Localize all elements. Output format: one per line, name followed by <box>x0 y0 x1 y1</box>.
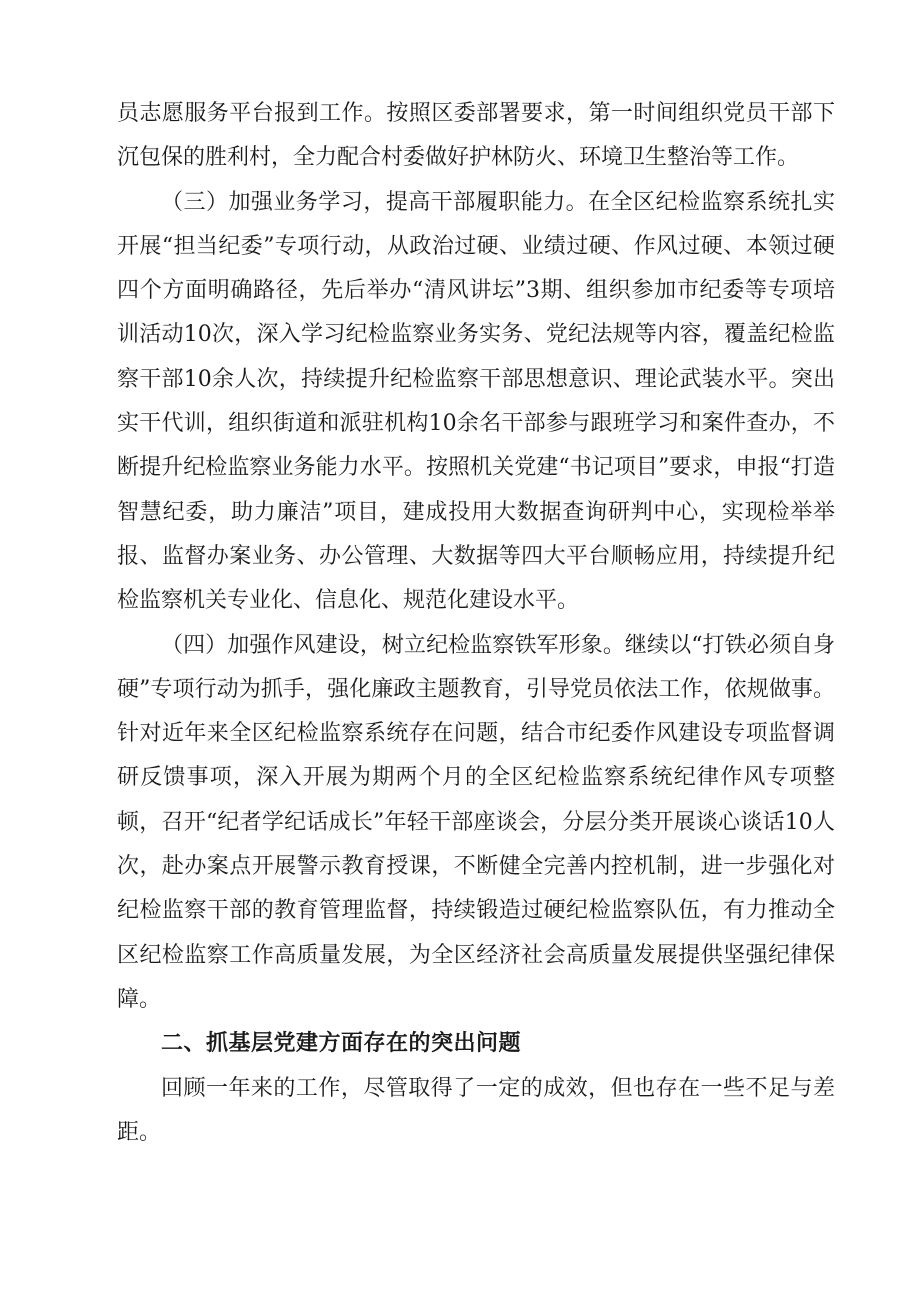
document-page <box>117 92 835 1155</box>
continuation-paragraph: 员志愿服务平台报到工作。按照区委部署要求，第一时间组织党员干部下沉包保的胜利村，全力配合村委做好护林防火、环境卫生整治等工作。 <box>117 101 835 171</box>
section-heading-2: 二、抓基层党建方面存在的突出问题 <box>161 1031 522 1057</box>
section-4-paragraph: （四）加强作风建设，树立纪检监察铁军形象。继续以“打铁必须自身硬”专项行动为抓手，强化廉政主题教育，引导党员依法工作，依规做事。针对近年来全区纪检监察系统存在问题，结合市纪委作风建设专项监督调研反馈事项，深入开展为期两个月的全区纪检监察系统纪律作风专项整顿，召开“纪者学纪话成长”年轻干部座谈会，分层分类开展谈心谈话10人次，赴办案点开展警示教育授课，不断健全完善内控机制，进一步强化对纪检监察干部的教育管理监督，持续锻造过硬纪检监察队伍，有力推动全区纪检监察工作高质量发展，为全区经济社会高质量发展提供坚强纪律保障。 <box>117 632 835 1012</box>
closing-paragraph: 回顾一年来的工作，尽管取得了一定的成效，但也存在一些不足与差距。 <box>117 1075 835 1145</box>
section-3-paragraph: （三）加强业务学习，提高干部履职能力。在全区纪检监察系统扎实开展“担当纪委”专项行动，从政治过硬、业绩过硬、作风过硬、本领过硬四个方面明确路径，先后举办“清风讲坛”3期、组织参加市纪委等专项培训活动10次，深入学习纪检监察业务实务、党纪法规等内容，覆盖纪检监察干部10余人次，持续提升纪检监察干部思想意识、理论武装水平。突出实干代训，组织街道和派驻机构10余名干部参与跟班学习和案件查办，不断提升纪检监察业务能力水平。按照机关党建“书记项目”要求，申报“打造智慧纪委，助力廉洁”项目，建成投用大数据查询研判中心，实现检举举报、监督办案业务、办公管理、大数据等四大平台顺畅应用，持续提升纪检监察机关专业化、信息化、规范化建设水平。 <box>117 189 835 614</box>
